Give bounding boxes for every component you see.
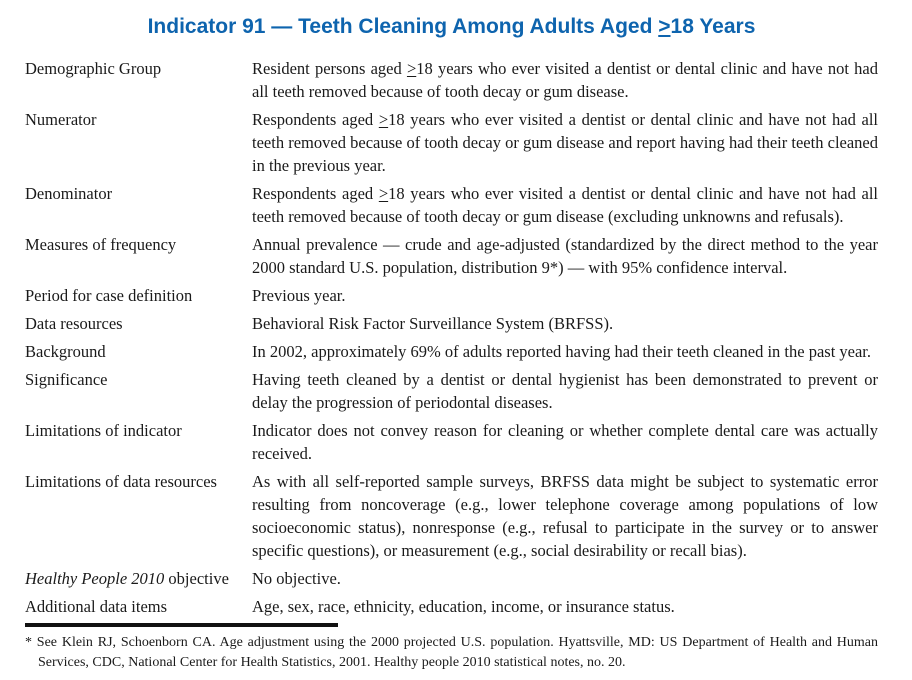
row-description: Respondents aged >18 years who ever visited a dentist or dental clinic and have not had all teeth removed because of tooth decay or gum disease (excluding unknowns and refusals). (252, 184, 878, 226)
row-description: Behavioral Risk Factor Surveillance System (BRFSS). (252, 314, 614, 333)
row-label: Limitations of indicator (25, 421, 182, 440)
row-label: Denominator (25, 184, 113, 203)
row-description: Resident persons aged >18 years who ever visited a dentist or dental clinic and have not had all teeth removed because of tooth decay or gum disease. (252, 59, 878, 101)
geq-symbol: > (406, 59, 417, 78)
row-label-italic: Healthy People 2010 (25, 569, 165, 588)
geq-symbol: > (378, 110, 389, 129)
row-label: Background (25, 342, 106, 361)
definition-row (25, 567, 878, 590)
definition-row (25, 419, 878, 465)
geq-symbol: > (658, 15, 671, 38)
row-label: Limitations of data resources (25, 472, 217, 491)
definition-row (25, 340, 878, 363)
row-label: Measures of frequency (25, 235, 177, 254)
row-label: Significance (25, 370, 108, 389)
definition-row (25, 470, 878, 562)
footnote: * See Klein RJ, Schoenborn CA. Age adjustment using the 2000 projected U.S. population. Hyattsville, MD: US Department of Health and Human Services, CDC, National Center for Health Statistics, 2001. Healthy people 2010 statistical notes, no. 20. (25, 635, 878, 670)
definition-row (25, 595, 878, 618)
definition-row (25, 284, 878, 307)
row-label: Healthy People 2010 objective (25, 569, 229, 588)
definition-row (25, 182, 878, 228)
definition-row (25, 312, 878, 335)
row-description: In 2002, approximately 69% of adults reported having had their teeth cleaned in the past year. (252, 342, 872, 361)
row-description: Respondents aged >18 years who ever visited a dentist or dental clinic and have not had all teeth removed because of tooth decay or gum disease and report having had their teeth cleaned in the previous year. (252, 110, 878, 175)
row-label: Period for case definition (25, 286, 193, 305)
row-description: Indicator does not convey reason for cleaning or whether complete dental care was actually received. (252, 421, 878, 463)
definition-row (25, 368, 878, 414)
page-title: Indicator 91 — Teeth Cleaning Among Adults Aged >18 Years (147, 15, 756, 38)
row-label: Data resources (25, 314, 123, 333)
row-label: Numerator (25, 110, 97, 129)
row-description: Previous year. (252, 286, 346, 305)
row-description: Having teeth cleaned by a dentist or dental hygienist has been demonstrated to prevent or delay the progression of periodontal diseases. (252, 370, 878, 412)
definition-row (25, 108, 878, 177)
row-description: As with all self-reported sample surveys, BRFSS data might be subject to systematic error resulting from noncoverage (e.g., lower telephone coverage among populations of low socioeconomic status), nonresponse (e.g., refusal to participate in the survey or to answer specific questions), or measurement (e.g., social desirability or recall bias). (252, 472, 878, 560)
row-description: Annual prevalence — crude and age-adjusted (standardized by the direct method to the year 2000 standard U.S. population, distribution 9*) — with 95% confidence interval. (252, 235, 878, 277)
row-label: Additional data items (25, 597, 168, 616)
footnote-divider (25, 623, 338, 627)
row-label: Demographic Group (25, 59, 162, 78)
row-description: No objective. (252, 569, 341, 588)
geq-symbol: > (378, 184, 389, 203)
indicator-definition-table (25, 57, 878, 618)
definition-row (25, 57, 878, 103)
definition-row (25, 233, 878, 279)
row-description: Age, sex, race, ethnicity, education, income, or insurance status. (252, 597, 675, 616)
